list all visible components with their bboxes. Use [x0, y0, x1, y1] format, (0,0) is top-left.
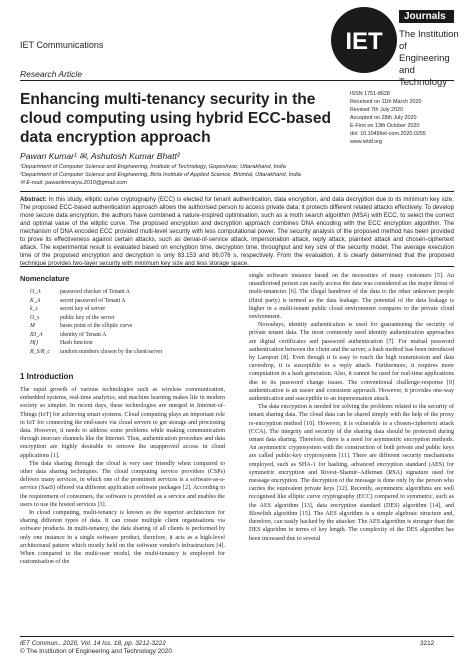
nomenclature-row: H() Hash function — [30, 340, 93, 346]
nomenclature-row: K_A secret password of Tenant A — [30, 297, 126, 304]
nomenclature-title: Nomenclature — [20, 274, 70, 283]
left-column — [20, 386, 225, 566]
affiliation-1: ¹Department of Computer Science and Engineering, Institute of Technology, Gopeshwar, Uttarakhand, India — [20, 164, 286, 170]
nomenclature-row: O_A password checker of Tenant A — [30, 289, 130, 295]
article-type: Research Article — [20, 69, 83, 79]
iet-logo — [331, 7, 459, 88]
nomenclature-row: k_s secret key of server — [30, 306, 106, 312]
paragraph: The data sharing through the cloud is very user friendly when compared to other data sharing techniques. The cloud computing service providers (CSPs) delivers many services, in which one of the prominent services is a software-as-a-service (SaaS) offered via different application software packages [2]. According to the requirement of consumers, the software is provided as a service and enables the users to use the hosted services [3]. — [20, 460, 225, 508]
header-rule — [20, 80, 454, 81]
institution-name: The Institution of Engineering and Technology — [399, 29, 459, 88]
nomenclature-list — [30, 288, 230, 356]
abstract-top-rule — [20, 191, 454, 192]
paper-title: Enhancing multi-tenancy security in the cloud computing using hybrid ECC-based data encryption approach — [20, 91, 332, 146]
abstract-text: In this study, elliptic curve cryptography (ECC) is elected for tenant authentication, data encryption, and data decryption due to its minimum key size. The proposed ECC-based authentication approach allows the authorised person to access private data; it protects different related attacks effectively. To develop more secure data encryption, the authors have combined a nature-inspired optimisation, such as a moth search algorithm (MSA) with ECC, to select the correct and optimal value of the elliptic curve. The proposed encryption and decryption approach combines DNA encoding with the ECC encryption algorithm. The mechanism of DNA encoded ECC provided multi-level security with less computational power. The security analysis of the proposed method has been provided to prove its effectiveness against certain attacks, such as denial-of-service attack, impersonation attack, reply attack, plaintext attack and chosen-ciphertext attack. The experimental result is evaluated based on encryption time, decryption time, throughput and key size of the security model. The average execution time of the proposed encryption and decryption is only 83.153 and 86.076 s, respectively. From the evaluation, it is clearly determined that the proposed technique provides two-layer security with minimum key size and less storage space. — [20, 196, 454, 267]
paragraph: single software instance based on the necessities of many customers [5]. An unauthorised person can easily access the data was considered as the major threat of multi-tenancies [6]. The illegal handover of the data to the other unknown people (third party) is termed as the data leakage. The potential of the data leakage is higher in a multi-tenant public cloud environment compares to the private cloud environment. — [249, 273, 454, 321]
paragraph: The data encryption is needed for solving the problems related to the security of tenant sharing data. The cloud data can be shared simply with the help of the proxy re-encryption method [10]. However, it is vulnerable to a chosen-ciphertext attack (CCA). The integrity and security of the sharing data should be protected during tenant data sharing. Therefore, there is a need for asymmetric encryption methods. An asymmetric cryptosystem with the construction of both private and public keys are called public-key cryptosystem [11]. There are different security mechanisms employed, such as SHA-1 for hashing, advanced encryption standard (AES) for symmetric encryption and Rivest–Shamir–Adleman (RSA) signature used for message encryption. The decryption of the message is done only by the person who carries the equivalent private keys [12]. Recently, asymmetric algorithms are well recognised like elliptic curve cryptography (ECC) compared to symmetric, such as the AES algorithm [13], data encryption standard (DES) algorithm [14], and Blowfish algorithm [15]. The AES algorithm is a simple algebraic structure and, therefore, can easily hacked by the attacker. The AES algorithm is stronger than the DES algorithm in terms of key length. The complexity of the DES algorithm has been increased due to several — [249, 404, 454, 542]
abstract — [20, 196, 454, 268]
paragraph: The rapid growth of various technologies such as wireless communication, embedded systems, real-time analytics, and machine learning makes life in modern society so simpler. In recent days, these technologies are merged in Internet-of-Things (IoT) for achieving smart systems. Cloud computing plays an important role in IoT for connecting the end-users via cloud servers to get storage and processing data. However, it needs to address some problems while making communication through insecure channels like the Internet. Thus, authentication procedure and data encryption are highly desirable to remove the unapproved access in cloud applications [1]. — [20, 387, 225, 459]
right-column — [249, 272, 454, 543]
paragraph: In cloud computing, multi-tenancy is known as the superior architecture for sharing different types of data. It can create multiple client organisations via software products. In multi-tenancy, the data sharing of all clients is performed by only one instance in a single software product, therefore, it acts as a high-level architectural pattern which mostly held on the software vendor's infrastructure [4]. When compared to the multi-user model, the multi-tenancy is employed for customisation of the — [20, 510, 225, 566]
nomenclature-row: R_S/R_c random numbers chosen by the client/server — [30, 348, 163, 355]
page-number: 3212 — [420, 640, 435, 647]
footer-citation: IET Commun., 2020, Vol. 14 Iss. 18, pp. 3212-3222 © The Institution of Engineering and Technology 2020 — [20, 640, 172, 655]
nomenclature-row: O_s public key of the server — [30, 314, 115, 321]
abstract-label: Abstract: — [20, 196, 47, 203]
article-meta: ISSN 1751-8628 Received on 11th March 2020 Revised 7th July 2020 Accepted on 28th July 2020 E-First on 13th October 2020 doi: 10.1049/iet-com.2020.0255 www.ietdl.org — [350, 91, 426, 145]
email: ✉ E-mail: pawankmrarya.2010@gmail.com — [20, 180, 128, 186]
abstract-bottom-rule — [20, 266, 454, 267]
svg-text:IET: IET — [345, 28, 383, 55]
affiliation-2: ²Department of Computer Science and Engineering, Birla Institute of Applied Science, Bhimtal, Uttarakhand, India — [20, 172, 301, 178]
authors: Pawan Kumar¹ ✉, Ashutosh Kumar Bhatt² — [20, 151, 180, 161]
nomenclature-row: ID_A identity of Tenant A — [30, 331, 107, 338]
paragraph: Nowadays, identity authentication is used for guaranteeing the security of private tenant data. The most commonly used identity authentication approaches are digital certificates and password authentication [7]. For mutual password authentication between the client and the server, a hash method has been introduced by Lamport [8]. Even though it is easy to reach the high transmission and data cavesdrop, it is susceptible to a reply attack. Furthermore, it requires more computation in a hash generation. Also, it cannot be used for real-time applications due to its password change issues. The conventional challenge-response [9] authentication is an easier and consistent approach. However, it provides one-way authentication and susceptible to an impersonation attack. — [249, 322, 454, 403]
iet-emblem-icon — [331, 7, 397, 73]
footer-rule — [20, 636, 454, 637]
journals-label: Journals — [404, 11, 446, 22]
section-heading-introduction: 1 Introduction — [20, 372, 74, 381]
journal-name: IET Communications — [20, 40, 104, 50]
nomenclature-row: M bases point of the elliptic curve — [30, 323, 133, 329]
